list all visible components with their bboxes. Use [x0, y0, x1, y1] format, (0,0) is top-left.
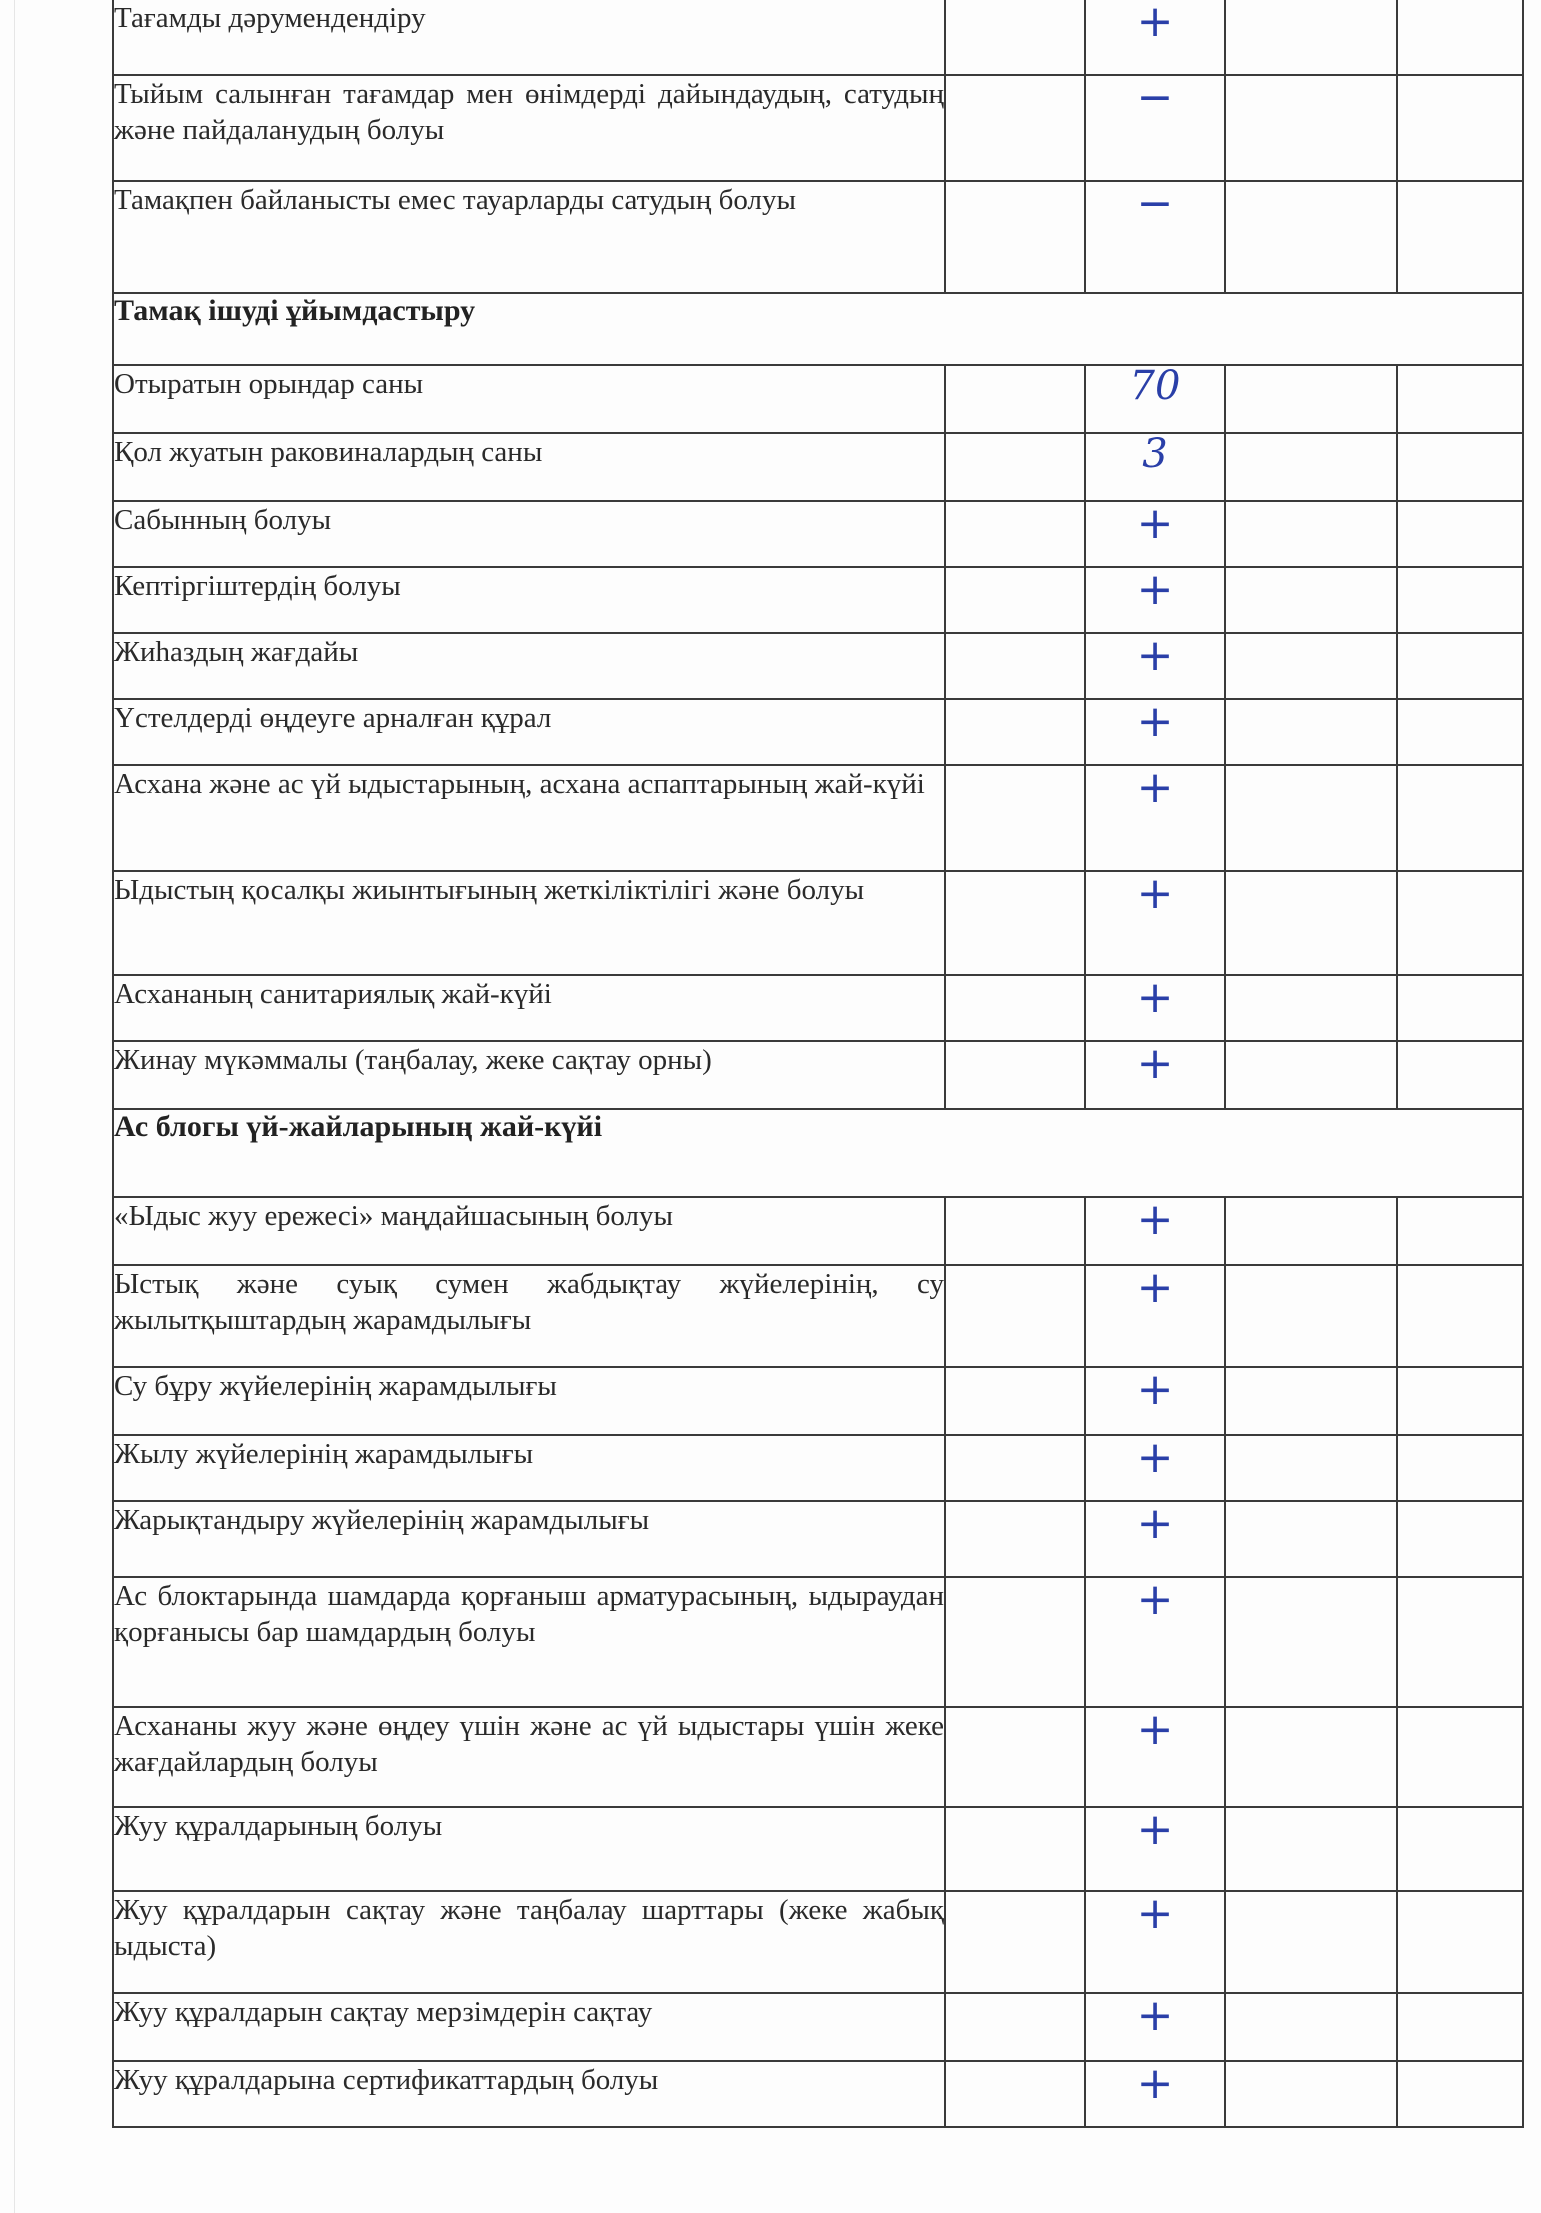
- criterion-text: Кептіргіштердің болуы: [113, 567, 945, 633]
- empty-cell: [945, 1501, 1085, 1577]
- empty-cell: [945, 433, 1085, 501]
- checklist-row: [113, 633, 1523, 699]
- empty-cell: [945, 0, 1085, 75]
- handwritten-mark-cell: [1085, 1574, 1225, 1707]
- handwritten-mark: +: [1136, 1038, 1174, 1089]
- section-row: [113, 293, 1523, 365]
- empty-cell: [945, 365, 1085, 433]
- handwritten-mark-cell: [1085, 696, 1225, 765]
- handwritten-mark: +: [1136, 1704, 1174, 1755]
- empty-cell: [1397, 1435, 1523, 1501]
- criterion-text: Тамақпен байланысты емес тауарларды сатудың болуы: [113, 181, 945, 293]
- handwritten-mark-cell: [1085, 1364, 1225, 1435]
- empty-cell: [945, 2061, 1085, 2127]
- empty-cell: [1397, 699, 1523, 765]
- empty-cell: [1225, 699, 1397, 765]
- handwritten-mark: +: [1136, 1804, 1174, 1855]
- handwritten-mark: +: [1136, 1364, 1174, 1415]
- handwritten-mark-cell: [1085, 972, 1225, 1041]
- checklist-row: [113, 1367, 1523, 1435]
- empty-cell: [1225, 181, 1397, 293]
- handwritten-mark: +: [1136, 762, 1174, 813]
- handwritten-mark-cell: [1085, 1888, 1225, 1993]
- empty-cell: [1397, 1807, 1523, 1891]
- checklist-row: [113, 1041, 1523, 1109]
- empty-cell: [1225, 1265, 1397, 1367]
- empty-cell: [1397, 1707, 1523, 1807]
- empty-cell: [945, 501, 1085, 567]
- checklist-row: [113, 365, 1523, 433]
- handwritten-mark-cell: [1085, 365, 1225, 433]
- handwritten-mark-cell: [1085, 0, 1225, 75]
- handwritten-mark: +: [1136, 972, 1174, 1023]
- checklist-row: [113, 1891, 1523, 1993]
- empty-cell: [1225, 75, 1397, 181]
- checklist-row: [113, 0, 1523, 75]
- empty-cell: [945, 975, 1085, 1041]
- handwritten-mark: +: [1136, 696, 1174, 747]
- checklist-row: [113, 1707, 1523, 1807]
- handwritten-mark: +: [1136, 1990, 1174, 2041]
- empty-cell: [945, 1367, 1085, 1435]
- empty-cell: [1397, 365, 1523, 433]
- handwritten-mark: 70: [1129, 363, 1181, 409]
- checklist-row: [113, 871, 1523, 975]
- criterion-text: Тыйым салынған тағамдар мен өнімдерді дайындаудың, сатудың және пайдаланудың болуы: [113, 75, 945, 181]
- checklist-row: [113, 699, 1523, 765]
- handwritten-mark-cell: [1085, 498, 1225, 567]
- criterion-text: Жиһаздың жағдайы: [113, 633, 945, 699]
- section-heading: Ас блогы үй-жайларының жай-күйі: [113, 1109, 1523, 1197]
- scan-edge: [14, 0, 15, 2213]
- handwritten-mark-cell: [1085, 1498, 1225, 1577]
- empty-cell: [945, 699, 1085, 765]
- empty-cell: [945, 871, 1085, 975]
- empty-cell: [1225, 1577, 1397, 1707]
- checklist-row: [113, 1501, 1523, 1577]
- criterion-text: Жуу құралдарының болуы: [113, 1807, 945, 1891]
- checklist-row: [113, 501, 1523, 567]
- empty-cell: [1397, 75, 1523, 181]
- handwritten-mark-cell: [1085, 1194, 1225, 1265]
- inspection-checklist-table: [112, 0, 1524, 2128]
- criterion-text: Асхана және ас үй ыдыстарының, асхана аспаптарының жай-күйі: [113, 765, 945, 871]
- empty-cell: [1397, 1891, 1523, 1993]
- handwritten-mark: +: [1136, 1888, 1174, 1939]
- empty-cell: [1397, 1265, 1523, 1367]
- criterion-text: «Ыдыс жуу ережесі» маңдайшасының болуы: [113, 1197, 945, 1265]
- handwritten-mark: +: [1136, 1432, 1174, 1483]
- criterion-text: Ыдыстың қосалқы жиынтығының жеткіліктілігі және болуы: [113, 871, 945, 975]
- checklist-row: [113, 1197, 1523, 1265]
- empty-cell: [1225, 1197, 1397, 1265]
- empty-cell: [945, 1435, 1085, 1501]
- checklist-row: [113, 75, 1523, 181]
- criterion-text: Жылу жүйелерінің жарамдылығы: [113, 1435, 945, 1501]
- empty-cell: [1225, 1501, 1397, 1577]
- handwritten-mark-cell: [1085, 1704, 1225, 1807]
- checklist-row: [113, 975, 1523, 1041]
- empty-cell: [1397, 2061, 1523, 2127]
- empty-cell: [945, 765, 1085, 871]
- empty-cell: [1225, 1807, 1397, 1891]
- empty-cell: [1225, 2061, 1397, 2127]
- checklist-row: [113, 765, 1523, 871]
- handwritten-mark: +: [1136, 1262, 1174, 1313]
- empty-cell: [945, 1807, 1085, 1891]
- handwritten-mark-cell: [1085, 630, 1225, 699]
- empty-cell: [1225, 1993, 1397, 2061]
- handwritten-mark: +: [1136, 1498, 1174, 1549]
- empty-cell: [1397, 0, 1523, 75]
- empty-cell: [1397, 1041, 1523, 1109]
- handwritten-mark: −: [1136, 72, 1174, 123]
- empty-cell: [945, 181, 1085, 293]
- empty-cell: [945, 1891, 1085, 1993]
- empty-cell: [1225, 1435, 1397, 1501]
- handwritten-mark: +: [1136, 0, 1174, 47]
- criterion-text: Жуу құралдарына сертификаттардың болуы: [113, 2061, 945, 2127]
- checklist-row: [113, 1807, 1523, 1891]
- checklist-row: [113, 1265, 1523, 1367]
- handwritten-mark-cell: [1085, 2058, 1225, 2127]
- empty-cell: [1397, 871, 1523, 975]
- empty-cell: [1397, 1367, 1523, 1435]
- empty-cell: [945, 1265, 1085, 1367]
- checklist-row: [113, 1993, 1523, 2061]
- empty-cell: [945, 567, 1085, 633]
- empty-cell: [1397, 975, 1523, 1041]
- checklist-row: [113, 1577, 1523, 1707]
- empty-cell: [1225, 765, 1397, 871]
- checklist-row: [113, 433, 1523, 501]
- empty-cell: [1225, 1707, 1397, 1807]
- checklist-row: [113, 1435, 1523, 1501]
- handwritten-mark-cell: [1085, 1990, 1225, 2061]
- section-heading: Тамақ ішуді ұйымдастыру: [113, 293, 1523, 365]
- empty-cell: [1397, 765, 1523, 871]
- handwritten-mark-cell: [1085, 433, 1225, 501]
- criterion-text: Жинау мүкәммалы (таңбалау, жеке сақтау орны): [113, 1041, 945, 1109]
- criterion-text: Жарықтандыру жүйелерінің жарамдылығы: [113, 1501, 945, 1577]
- criterion-text: Су бұру жүйелерінің жарамдылығы: [113, 1367, 945, 1435]
- empty-cell: [945, 1197, 1085, 1265]
- empty-cell: [1225, 975, 1397, 1041]
- handwritten-mark-cell: [1085, 1262, 1225, 1367]
- criterion-text: Ас блоктарында шамдарда қорғаныш арматурасының, ыдыраудан қорғанысы бар шамдардың болуы: [113, 1577, 945, 1707]
- criterion-text: Отыратын орындар саны: [113, 365, 945, 433]
- empty-cell: [1225, 0, 1397, 75]
- empty-cell: [1225, 365, 1397, 433]
- criterion-text: Сабынның болуы: [113, 501, 945, 567]
- handwritten-mark: +: [1136, 1194, 1174, 1245]
- handwritten-mark: +: [1136, 630, 1174, 681]
- empty-cell: [1397, 633, 1523, 699]
- empty-cell: [1397, 1993, 1523, 2061]
- empty-cell: [1225, 1367, 1397, 1435]
- empty-cell: [945, 1577, 1085, 1707]
- criterion-text: Асхананың санитариялық жай-күйі: [113, 975, 945, 1041]
- handwritten-mark: +: [1136, 868, 1174, 919]
- criterion-text: Үстелдерді өңдеуге арналған құрал: [113, 699, 945, 765]
- empty-cell: [1397, 433, 1523, 501]
- handwritten-mark-cell: [1085, 1804, 1225, 1891]
- criterion-text: Жуу құралдарын сақтау мерзімдерін сақтау: [113, 1993, 945, 2061]
- criterion-text: Асхананы жуу және өңдеу үшін және ас үй ыдыстары үшін жеке жағдайлардың болуы: [113, 1707, 945, 1807]
- handwritten-mark: −: [1136, 178, 1174, 229]
- handwritten-mark-cell: [1085, 1038, 1225, 1109]
- section-row: [113, 1109, 1523, 1197]
- empty-cell: [1397, 567, 1523, 633]
- handwritten-mark: 3: [1142, 431, 1168, 477]
- empty-cell: [945, 633, 1085, 699]
- handwritten-mark-cell: [1085, 178, 1225, 293]
- empty-cell: [945, 75, 1085, 181]
- empty-cell: [1397, 501, 1523, 567]
- handwritten-mark: +: [1136, 2058, 1174, 2109]
- handwritten-mark: +: [1136, 1574, 1174, 1625]
- empty-cell: [1225, 871, 1397, 975]
- empty-cell: [1397, 1197, 1523, 1265]
- empty-cell: [945, 1041, 1085, 1109]
- handwritten-mark: +: [1136, 564, 1174, 615]
- checklist-row: [113, 2061, 1523, 2127]
- empty-cell: [1225, 1041, 1397, 1109]
- empty-cell: [1225, 567, 1397, 633]
- criterion-text: Тағамды дәрумендендіру: [113, 0, 945, 75]
- empty-cell: [945, 1707, 1085, 1807]
- empty-cell: [1397, 1577, 1523, 1707]
- checklist-row: [113, 567, 1523, 633]
- handwritten-mark: +: [1136, 498, 1174, 549]
- criterion-text: Жуу құралдарын сақтау және таңбалау шарттары (жеке жабық ыдыста): [113, 1891, 945, 1993]
- handwritten-mark-cell: [1085, 1432, 1225, 1501]
- handwritten-mark-cell: [1085, 564, 1225, 633]
- empty-cell: [1225, 1891, 1397, 1993]
- checklist-row: [113, 181, 1523, 293]
- empty-cell: [1225, 501, 1397, 567]
- criterion-text: Ыстық және суық сумен жабдықтау жүйелерінің, су жылытқыштардың жарамдылығы: [113, 1265, 945, 1367]
- empty-cell: [1225, 433, 1397, 501]
- empty-cell: [1397, 181, 1523, 293]
- empty-cell: [1397, 1501, 1523, 1577]
- empty-cell: [945, 1993, 1085, 2061]
- checklist-body: [113, 0, 1523, 2127]
- empty-cell: [1225, 633, 1397, 699]
- criterion-text: Қол жуатын раковиналардың саны: [113, 433, 945, 501]
- handwritten-mark-cell: [1085, 72, 1225, 181]
- handwritten-mark-cell: [1085, 868, 1225, 975]
- handwritten-mark-cell: [1085, 762, 1225, 871]
